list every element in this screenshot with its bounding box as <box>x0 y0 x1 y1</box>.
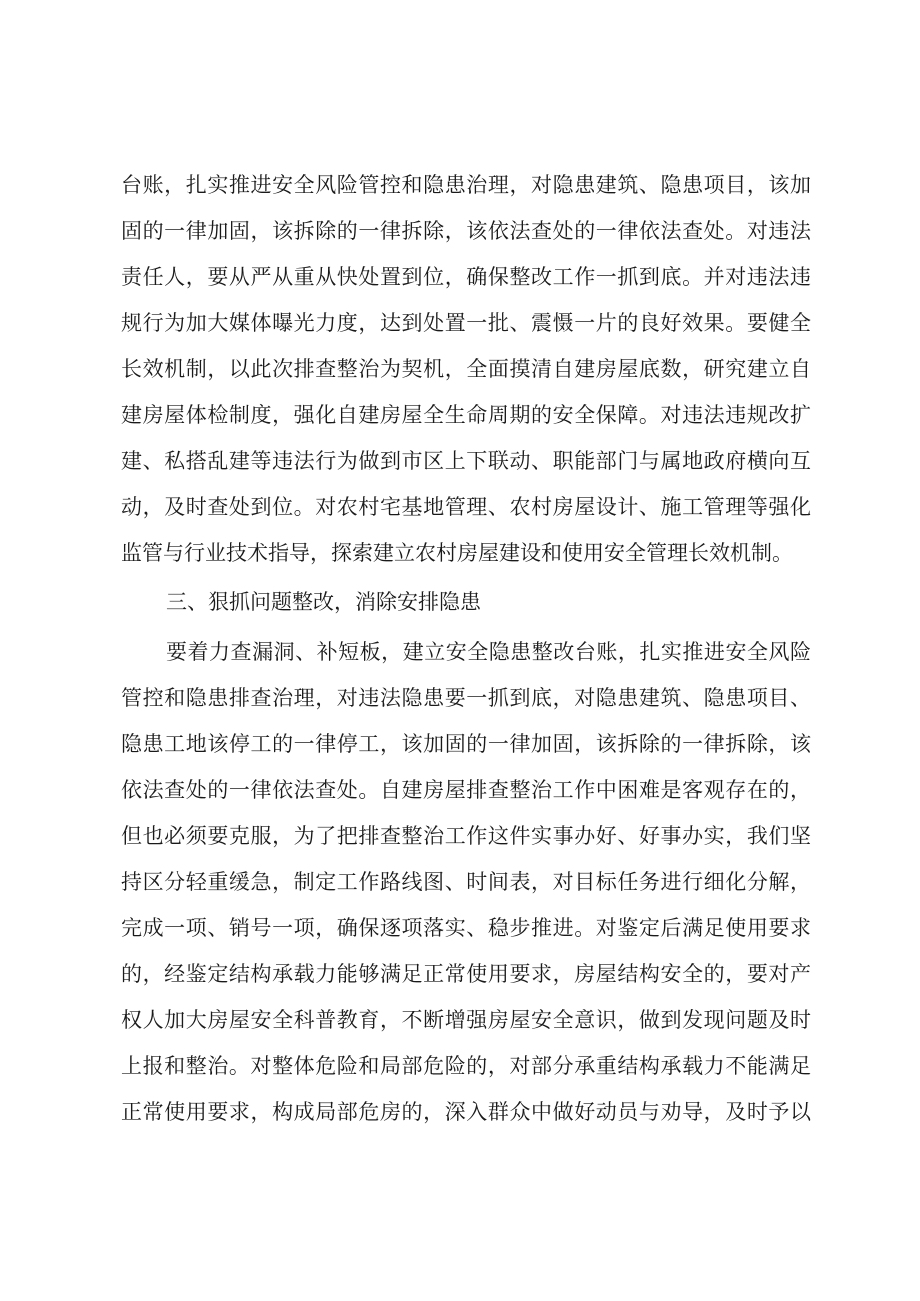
paragraph-line: 动，及时查处到位。对农村宅基地管理、农村房屋设计、施工管理等强化 <box>121 495 811 519</box>
paragraph-line: 但也必须要克服，为了把排查整治工作这件实事办好、好事办实，我们坚 <box>121 824 811 848</box>
paragraph-line: 管控和隐患排查治理，对违法隐患要一抓到底，对隐患建筑、隐患项目、 <box>121 686 811 710</box>
paragraph-line: 责任人，要从严从重从快处置到位，确保整改工作一抓到底。并对违法违 <box>121 265 811 289</box>
paragraph-line: 建房屋体检制度，强化自建房屋全生命周期的安全保障。对违法违规改扩 <box>121 403 811 427</box>
paragraph-line: 要着力查漏洞、补短板，建立安全隐患整改台账，扎实推进安全风险 <box>166 640 811 664</box>
paragraph-line: 正常使用要求，构成局部危房的，深入群众中做好动员与劝导，及时予以 <box>121 1100 811 1124</box>
paragraph-line: 长效机制，以此次排查整治为契机，全面摸清自建房屋底数，研究建立自 <box>121 357 811 381</box>
paragraph-line: 监管与行业技术指导，探索建立农村房屋建设和使用安全管理长效机制。 <box>121 541 793 565</box>
paragraph-line: 权人加大房屋安全科普教育，不断增强房屋安全意识，做到发现问题及时 <box>121 1008 811 1032</box>
paragraph-line: 建、私搭乱建等违法行为做到市区上下联动、职能部门与属地政府横向互 <box>121 449 811 473</box>
paragraph-line: 固的一律加固，该拆除的一律拆除，该依法查处的一律依法查处。对违法 <box>121 219 811 243</box>
paragraph-line: 完成一项、销号一项，确保逐项落实、稳步推进。对鉴定后满足使用要求 <box>121 916 811 940</box>
paragraph-line: 隐患工地该停工的一律停工，该加固的一律加固，该拆除的一律拆除，该 <box>121 732 811 756</box>
paragraph-line: 规行为加大媒体曝光力度，达到处置一批、震慑一片的良好效果。要健全 <box>121 311 811 335</box>
paragraph-continued <box>121 162 811 576</box>
paragraph-line: 持区分轻重缓急，制定工作路线图、时间表，对目标任务进行细化分解， <box>121 870 811 894</box>
paragraph-line: 台账，扎实推进安全风险管控和隐患治理，对隐患建筑、隐患项目，该加 <box>121 173 811 197</box>
section-heading: 三、狠抓问题整改，消除安排隐患 <box>166 590 481 614</box>
paragraph-line: 依法查处的一律依法查处。自建房屋排查整治工作中困难是客观存在的， <box>121 778 811 802</box>
paragraph-line: 上报和整治。对整体危险和局部危险的，对部分承重结构承载力不能满足 <box>121 1054 811 1078</box>
section-3 <box>121 576 811 1135</box>
paragraph-line: 的，经鉴定结构承载力能够满足正常使用要求，房屋结构安全的，要对产 <box>121 962 811 986</box>
